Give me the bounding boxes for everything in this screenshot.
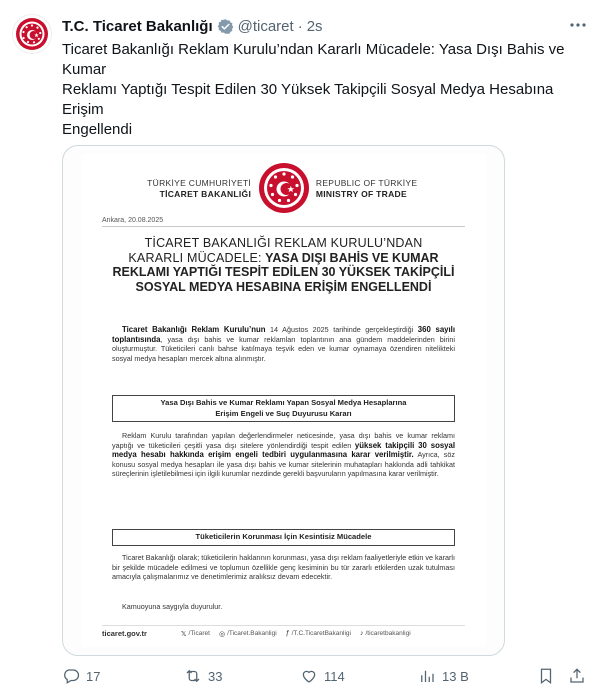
doc-p1-bold: Ticaret Bakanlığı Reklam Kurulu’nun xyxy=(122,325,266,334)
repost-button[interactable] xyxy=(184,667,222,685)
doc-p3-text: Ticaret Bakanlığı olarak; tüketicilerin haklarının korunması, yasa dışı reklam faaliyetleriyle etkin ve kararlı bir şekilde mücadele edilmesi ve toplumun özellikle genç kesiminin bu tür zararlı etkilerden uzak tutulması amacıyla çalışmalarımız ve denetimlerimiz aralıksız devam edecektir. xyxy=(112,553,455,582)
tweet-text-line: Ticaret Bakanlığı Reklam Kurulu’ndan Kararlı Mücadele: Yasa Dışı Bahis ve Kumar xyxy=(62,41,565,78)
doc-p2-bold: yüksek takipçili 30 sosyal medya hesabı hakkında erişim engeli tedbiri uygulanmasına karar verilmiştir. xyxy=(112,440,456,460)
share-button[interactable] xyxy=(568,667,592,685)
ministry-seal-icon xyxy=(258,162,310,214)
views-button[interactable] xyxy=(418,667,469,685)
doc-footer-instagram xyxy=(219,630,277,638)
heart-icon xyxy=(300,667,318,685)
doc-title-light: TİCARET BAKANLIĞI REKLAM KURULU’NDAN xyxy=(144,236,423,250)
doc-footer-x-handle: /Ticaret xyxy=(188,630,210,637)
doc-paragraph-3 xyxy=(112,553,455,582)
doc-footer-facebook-handle: /T.C.TicaretBakanligi xyxy=(291,630,351,637)
doc-footer xyxy=(102,625,465,641)
doc-section-box-1 xyxy=(112,395,455,422)
doc-section-title: Yasa Dışı Bahis ve Kumar Reklamı Yapan Sosyal Medya Hesaplarına xyxy=(160,398,407,407)
doc-p2-text: Ayrıca, söz konusu sosyal medya hesapları ile yasa dışı bahis ve kumar sitelerinin muhatapları hakkında adli tahkikat süreçlerinin işletilebilmesi için ilgili kurumlar nezdinde gerekli başvuruların yapılmasına karar verilmiştir. xyxy=(112,450,455,479)
reply-count: 17 xyxy=(86,668,101,684)
press-release-image[interactable] xyxy=(62,145,505,656)
doc-section-box-2 xyxy=(112,529,455,546)
ministry-logo-icon xyxy=(15,17,49,51)
tweet-text-line: Reklamı Yaptığı Tespit Edilen 30 Yüksek Takipçili Sosyal Medya Hesabına Erişim xyxy=(62,81,554,118)
doc-p1-text: 14 Ağustos 2025 tarihinde gerçekleştirdiği xyxy=(265,325,418,334)
verified-badge-icon[interactable] xyxy=(217,18,234,35)
doc-title xyxy=(102,236,465,294)
doc-footer-tiktok xyxy=(360,630,411,637)
repost-count: 33 xyxy=(208,668,223,684)
like-count: 114 xyxy=(324,668,345,684)
reply-button[interactable] xyxy=(62,667,100,685)
doc-title-heavy: REKLAMI YAPTIĞI TESPİT EDİLEN 30 YÜKSEK TAKİPÇİLİ xyxy=(112,265,455,279)
press-release-document xyxy=(81,154,486,647)
like-button[interactable] xyxy=(300,667,345,685)
tweet-actions xyxy=(62,664,596,688)
doc-p1-bold: 360 sayılı toplantısında xyxy=(112,325,455,344)
x-logo-icon: 𝕏 xyxy=(180,630,187,638)
doc-p1-text: , yasa dışı bahis ve kumar reklamları toplantının ana gündem maddelerinden birini oluşturmuştur. Tüketicileri canlı bahse katılmaya teşvik eden ve kumar oynamaya özendiren nitelikteki sosyal medya hesapları mercek altına alınmıştır. xyxy=(112,334,455,363)
reply-icon xyxy=(62,667,80,685)
doc-section-title: Erişim Engeli ve Suç Duyurusu Kararı xyxy=(215,408,352,418)
separator-dot: · xyxy=(297,17,303,35)
post-time[interactable]: 2s xyxy=(306,17,323,35)
doc-header-left xyxy=(147,178,251,200)
view-count: 13 B xyxy=(442,668,469,684)
author-name[interactable]: T.C. Ticaret Bakanlığı xyxy=(62,17,213,35)
more-options-icon[interactable] xyxy=(568,16,588,36)
doc-footer-x xyxy=(181,630,210,638)
doc-header-right xyxy=(316,178,417,200)
doc-paragraph-2 xyxy=(112,431,455,479)
doc-title-light: KARARLI MÜCADELE: xyxy=(128,250,262,265)
doc-paragraph-4 xyxy=(112,602,455,612)
tiktok-icon: ♪ xyxy=(359,630,364,637)
bookmark-icon xyxy=(537,667,555,685)
doc-p2-text: Reklam Kurulu tarafından yapılan değerlendirmeler neticesinde, yasa dışı bahis ve kumar reklamı yaptığı ve tüketicileri çeşitli yasa dışı sitelere yönlendirdiği tespit edilen xyxy=(112,431,455,450)
doc-footer-instagram-handle: /Ticaret.Bakanligi xyxy=(227,630,277,637)
doc-p4-text: Kamuoyuna saygıyla duyurulur. xyxy=(122,602,223,611)
doc-title-heavy: SOSYAL MEDYA HESABINA ERİŞİM ENGELLENDİ xyxy=(135,279,432,294)
bookmark-button[interactable] xyxy=(537,667,561,685)
tweet-text-line: Engellendi xyxy=(62,121,133,138)
instagram-icon: ◎ xyxy=(218,630,226,638)
doc-date: Ankara, 20.08.2025 xyxy=(102,217,164,224)
doc-footer-tiktok-handle: /ticaretbakanligi xyxy=(365,630,411,637)
doc-section-title: Tüketicilerin Korunması İçin Kesintisiz Mücadele xyxy=(195,532,372,541)
doc-header-left-line2: TİCARET BAKANLIĞI xyxy=(159,189,252,199)
doc-header-right-line2: MINISTRY OF TRADE xyxy=(315,189,407,199)
doc-paragraph-1 xyxy=(112,325,455,363)
doc-footer-facebook xyxy=(286,630,351,637)
doc-divider xyxy=(102,226,465,227)
share-icon xyxy=(568,667,586,685)
doc-title-heavy: YASA DIŞI BAHİS VE KUMAR xyxy=(265,250,439,265)
doc-header-right-line1: REPUBLIC OF TÜRKİYE xyxy=(315,178,418,188)
tweet-header xyxy=(62,16,590,36)
author-handle[interactable]: @ticaret xyxy=(237,17,294,35)
doc-header xyxy=(81,160,486,212)
analytics-icon xyxy=(418,667,436,685)
doc-footer-site: ticaret.gov.tr xyxy=(102,629,147,638)
facebook-icon: ƒ xyxy=(285,630,290,637)
doc-header-left-line1: TÜRKİYE CUMHURİYETİ xyxy=(147,178,252,188)
avatar[interactable] xyxy=(12,14,52,54)
repost-icon xyxy=(184,667,202,685)
